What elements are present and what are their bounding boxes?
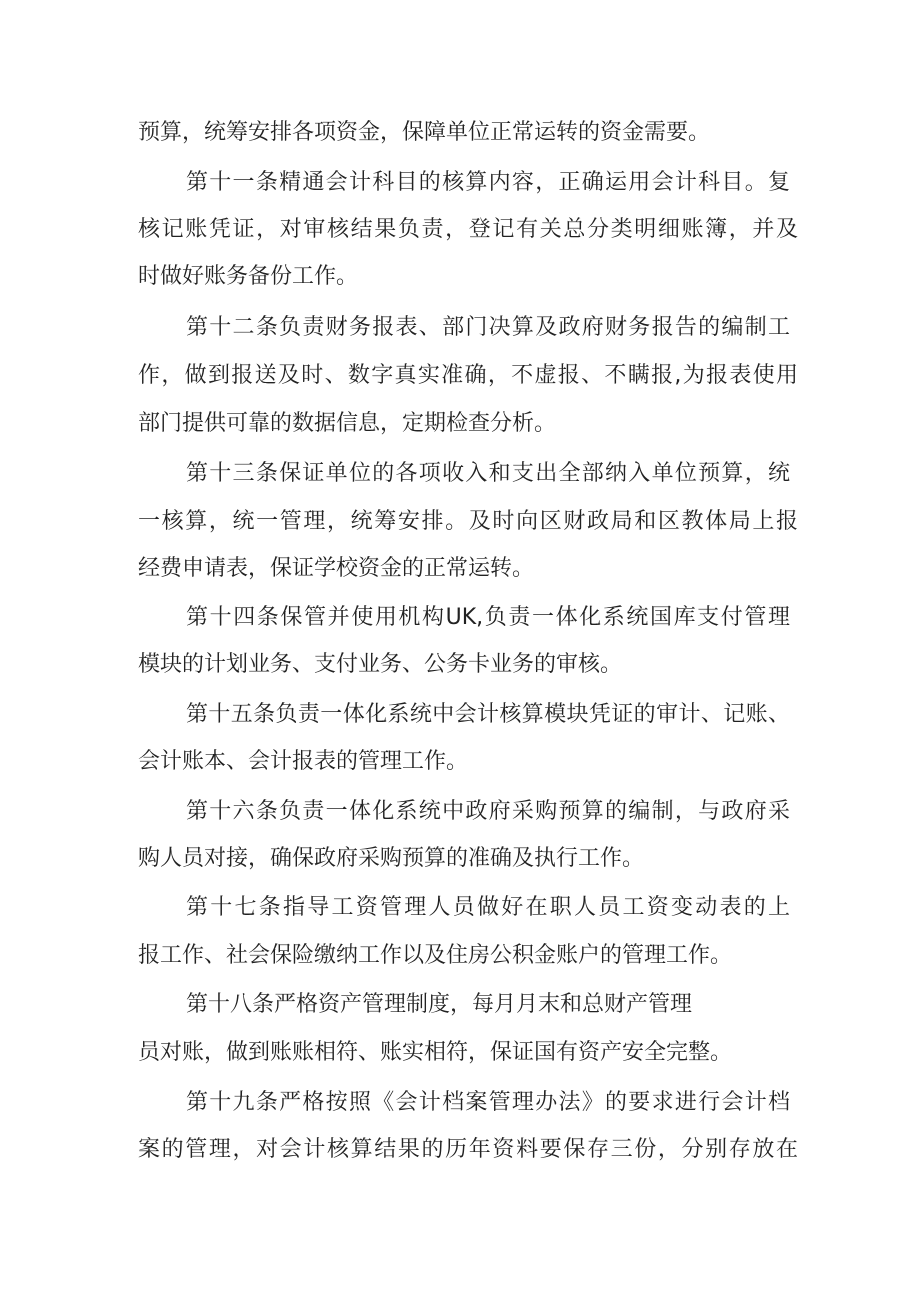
- text-line: 第十一条精通会计科目的核算内容，正确运用会计科目。复: [186, 170, 790, 195]
- text-line: 一核算，统一管理，统筹安排。及时向区财政局和区教体局上报: [138, 509, 798, 534]
- text-line: 作，做到报送及时、数字真实准确，不虚报、不瞒报,为报表使用: [138, 363, 798, 388]
- text-line: 第十七条指导工资管理人员做好在职人员工资变动表的上: [186, 895, 790, 920]
- text-line: 会计账本、会计报表的管理工作。: [138, 749, 469, 774]
- text-line: 第十三条保证单位的各项收入和支出全部纳入单位预算，统: [186, 461, 790, 486]
- text-line: 案的管理，对会计核算结果的历年资料要保存三份，分别存放在: [138, 1137, 798, 1162]
- text-line: 第十八条严格资产管理制度，每月月末和总财产管理: [186, 992, 693, 1017]
- text-line: 报工作、社会保险缴纳工作以及住房公积金账户的管理工作。: [138, 943, 733, 968]
- text-line: 部门提供可靠的数据信息，定期检查分析。: [138, 411, 557, 436]
- text-line: 第十六条负责一体化系统中政府采购预算的编制，与政府采: [186, 799, 790, 824]
- text-line: 时做好账务备份工作。: [138, 264, 359, 289]
- text-line: 第十五条负责一体化系统中会计核算模块凭证的审计、记账、: [186, 702, 790, 727]
- text-line: 核记账凭证，对审核结果负责，登记有关总分类明细账簿，并及: [138, 217, 798, 242]
- text-line: 经费申请表，保证学校资金的正常运转。: [138, 556, 535, 581]
- text-line: 模块的计划业务、支付业务、公务卡业务的审核。: [138, 652, 623, 677]
- text-line: 第十二条负责财务报表、部门决算及政府财务报告的编制工: [186, 315, 790, 340]
- text-line: 第十九条严格按照《会计档案管理办法》的要求进行会计档: [186, 1090, 790, 1115]
- text-line: 第十四条保管并使用机构UK,负责一体化系统国库支付管理: [186, 605, 790, 630]
- text-line: 员对账，做到账账相符、账实相符，保证国有资产安全完整。: [138, 1040, 733, 1065]
- text-line: 预算，统筹安排各项资金，保障单位正常运转的资金需要。: [138, 120, 711, 145]
- text-line: 购人员对接，确保政府采购预算的准确及执行工作。: [138, 846, 645, 871]
